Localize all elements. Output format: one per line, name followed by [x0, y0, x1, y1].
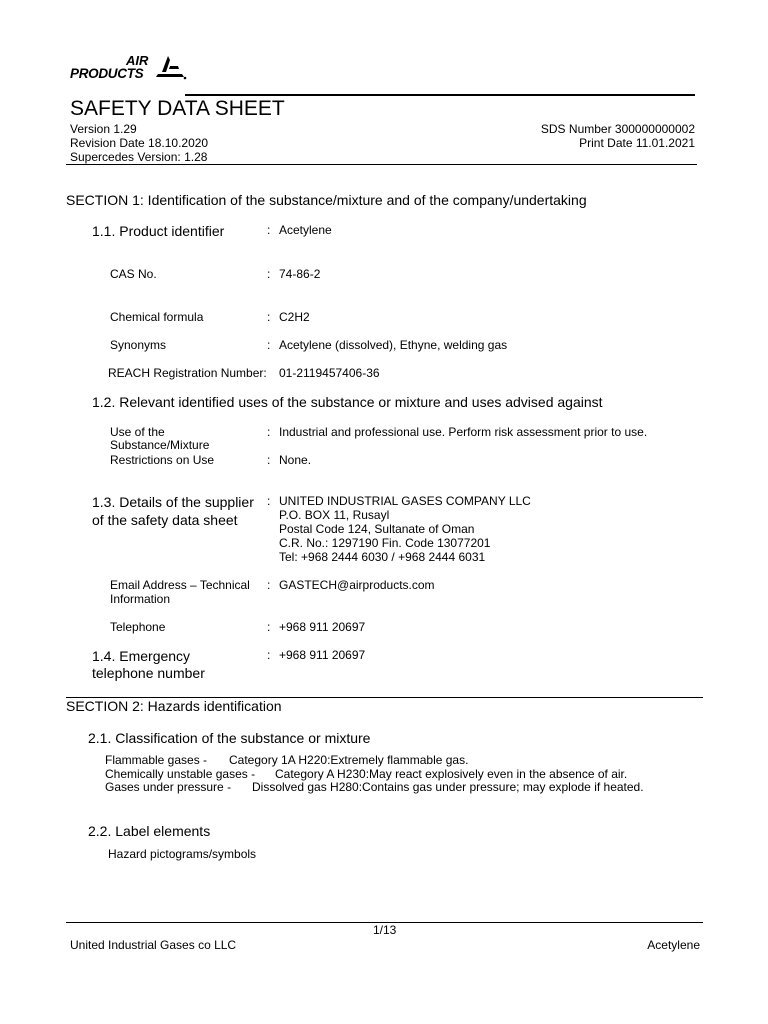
- document-title: SAFETY DATA SHEET: [70, 97, 285, 120]
- header-bottom-rule: [66, 164, 697, 165]
- classification-heading: 2.1. Classification of the substance or mixture: [88, 730, 371, 746]
- supplier-heading-line1: 1.3. Details of the supplier: [92, 494, 254, 510]
- air-products-logo: [70, 52, 190, 86]
- colon-separator: :: [267, 223, 271, 237]
- emergency-heading-line1: 1.4. Emergency: [92, 648, 191, 664]
- supercedes-text: Supercedes Version: 1.28: [70, 150, 208, 164]
- colon-separator: :: [267, 310, 271, 324]
- colon-separator: :: [267, 267, 271, 281]
- hazard-classification: Dissolved gas H280:Contains gas under pressure; may explode if heated.: [252, 780, 644, 794]
- supplier-address: [279, 494, 531, 564]
- relevant-uses-heading: 1.2. Relevant identified uses of the substance or mixture and uses advised against: [92, 394, 603, 410]
- chemical-formula-value: C2H2: [279, 310, 310, 324]
- header-top-rule: [185, 94, 695, 96]
- restrictions-label: Restrictions on Use: [110, 453, 215, 467]
- page-number: 1/13: [373, 923, 397, 937]
- version-text: Version 1.29: [70, 122, 137, 136]
- colon-separator: :: [267, 620, 271, 634]
- telephone-value: +968 911 20697: [279, 620, 366, 634]
- hazard-classification: Category 1A H220:Extremely flammable gas.: [229, 753, 469, 767]
- email-label-line2: Information: [110, 592, 171, 606]
- chemical-formula-label: Chemical formula: [110, 310, 204, 324]
- restrictions-value: None.: [279, 453, 312, 467]
- hazard-label: Chemically unstable gases -: [105, 767, 256, 781]
- supplier-heading-line2: of the safety data sheet: [92, 512, 238, 528]
- hazard-label: Gases under pressure -: [105, 780, 232, 794]
- print-date-text: Print Date 11.01.2021: [579, 136, 695, 150]
- hazard-pictograms-label: Hazard pictograms/symbols: [108, 847, 257, 861]
- email-label-line1: Email Address – Technical: [110, 578, 250, 592]
- revision-date-text: Revision Date 18.10.2020: [70, 136, 209, 150]
- use-label-line1: Use of the: [110, 425, 165, 439]
- supplier-line: Tel: +968 2444 6030 / +968 2444 6031: [279, 550, 486, 564]
- telephone-label: Telephone: [110, 620, 166, 634]
- hazard-label: Flammable gases -: [105, 753, 208, 767]
- colon-separator: :: [267, 578, 271, 592]
- use-value: Industrial and professional use. Perform risk assessment prior to use.: [279, 425, 648, 439]
- supplier-line: C.R. No.: 1297190 Fin. Code 13077201: [279, 536, 491, 550]
- section2-title: SECTION 2: Hazards identification: [66, 698, 282, 714]
- label-elements-heading: 2.2. Label elements: [88, 823, 211, 839]
- section1-title: SECTION 1: Identification of the substance/mixture and of the company/undertaking: [66, 192, 587, 208]
- logo-text-products: PRODUCTS: [70, 66, 144, 81]
- footer-product: Acetylene: [647, 938, 700, 952]
- colon-separator: :: [267, 338, 271, 352]
- supplier-line: P.O. BOX 11, Rusayl: [279, 508, 390, 522]
- cas-value: 74-86-2: [279, 267, 321, 281]
- synonyms-label: Synonyms: [110, 338, 167, 352]
- use-label-line2: Substance/Mixture: [110, 438, 210, 452]
- colon-separator: :: [267, 425, 271, 439]
- hazard-classification: Category A H230:May react explosively even in the absence of air.: [275, 767, 628, 781]
- supplier-line: UNITED INDUSTRIAL GASES COMPANY LLC: [279, 494, 531, 508]
- footer-company: United Industrial Gases co LLC: [70, 938, 237, 952]
- supplier-line: Postal Code 124, Sultanate of Oman: [279, 522, 475, 536]
- sds-number-text: SDS Number 300000000002: [540, 122, 695, 136]
- reach-value: 01-2119457406-36: [279, 366, 380, 380]
- synonyms-value: Acetylene (dissolved), Ethyne, welding gas: [279, 338, 508, 352]
- product-name-value: Acetylene: [279, 223, 332, 237]
- colon-separator: :: [267, 453, 271, 467]
- emergency-heading-line2: telephone number: [92, 665, 205, 681]
- cas-label: CAS No.: [110, 267, 157, 281]
- colon-separator: :: [267, 494, 271, 508]
- logo-symbol-icon: [154, 54, 188, 82]
- emergency-telephone-value: +968 911 20697: [279, 648, 366, 662]
- email-value: GASTECH@airproducts.com: [279, 578, 435, 592]
- product-identifier-heading: 1.1. Product identifier: [92, 223, 225, 239]
- reach-label: REACH Registration Number:: [108, 366, 267, 380]
- logo-text-air: AIR: [126, 53, 149, 68]
- colon-separator: :: [267, 648, 271, 662]
